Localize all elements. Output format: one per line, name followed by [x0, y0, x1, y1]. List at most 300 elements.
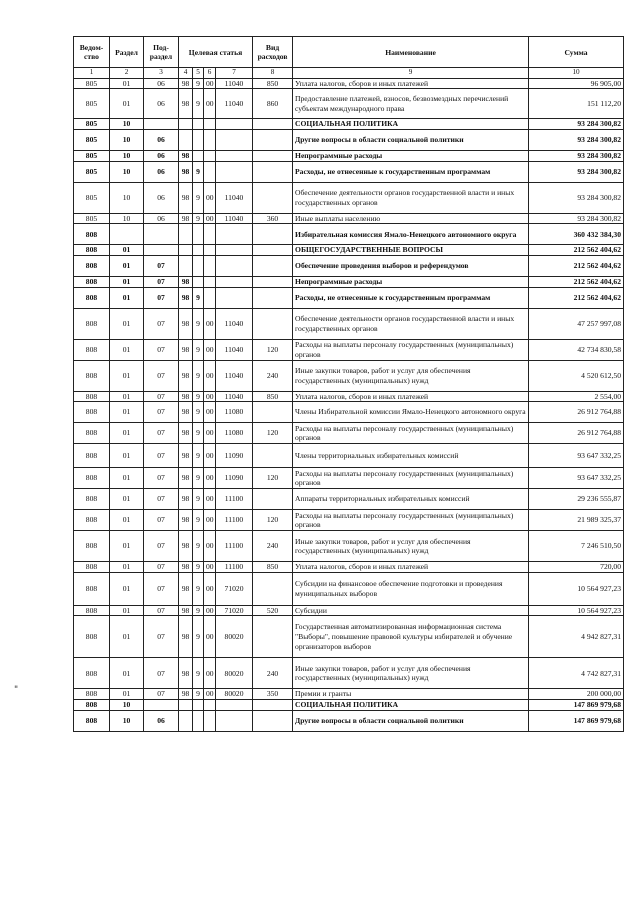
- cell-sum: 212 562 404,62: [529, 276, 624, 287]
- cell-section: 01: [110, 308, 144, 339]
- cell-section: 01: [110, 616, 144, 658]
- cell-target-group: 00: [204, 391, 216, 402]
- cell-target-group: 00: [204, 489, 216, 510]
- cell-subsection: 07: [144, 562, 179, 573]
- cell-section: 10: [110, 119, 144, 130]
- cell-target-code: 11090: [216, 468, 253, 489]
- table-row: [74, 699, 624, 710]
- cell-target-code: 80020: [216, 689, 253, 700]
- cell-expense-type: 240: [253, 531, 293, 562]
- table-row: [74, 616, 624, 658]
- cell-name: Расходы на выплаты персоналу государственных (муниципальных) органов: [293, 423, 529, 444]
- cell-target-group: 00: [204, 308, 216, 339]
- column-number: 8: [253, 68, 293, 79]
- cell-section: 01: [110, 339, 144, 360]
- cell-dept: 808: [74, 605, 110, 616]
- cell-target-group: 00: [204, 89, 216, 119]
- header-exp-type: Вид расходов: [253, 37, 293, 68]
- cell-section: 01: [110, 402, 144, 423]
- table-row: [74, 423, 624, 444]
- cell-section: 01: [110, 689, 144, 700]
- cell-sum: 93 284 300,82: [529, 213, 624, 224]
- cell-name: Непрограммные расходы: [293, 276, 529, 287]
- cell-subsection: 06: [144, 710, 179, 731]
- cell-target-program: 98: [179, 572, 193, 605]
- cell-target-code: 71020: [216, 572, 253, 605]
- cell-name: Иные закупки товаров, работ и услуг для обеспечения государственных (муниципальных) нужд: [293, 658, 529, 689]
- cell-target-group: [204, 245, 216, 256]
- cell-target-group: [204, 161, 216, 182]
- cell-target-program: 98: [179, 89, 193, 119]
- table-row: [74, 308, 624, 339]
- cell-target-subprogram: 9: [193, 339, 204, 360]
- cell-dept: 805: [74, 130, 110, 151]
- cell-sum: 720,00: [529, 562, 624, 573]
- cell-dept: 808: [74, 710, 110, 731]
- cell-target-subprogram: [193, 151, 204, 162]
- cell-target-subprogram: 9: [193, 562, 204, 573]
- cell-expense-type: 120: [253, 510, 293, 531]
- cell-target-subprogram: 9: [193, 489, 204, 510]
- cell-dept: 805: [74, 78, 110, 89]
- cell-target-subprogram: 9: [193, 182, 204, 213]
- cell-target-group: 00: [204, 213, 216, 224]
- header-target: Целевая статья: [179, 37, 253, 68]
- cell-target-code: [216, 287, 253, 308]
- table-row: [74, 276, 624, 287]
- cell-target-group: 00: [204, 423, 216, 444]
- cell-target-program: 98: [179, 444, 193, 468]
- cell-subsection: 07: [144, 489, 179, 510]
- cell-target-group: [204, 255, 216, 276]
- cell-target-program: 98: [179, 287, 193, 308]
- table-row: [74, 605, 624, 616]
- cell-subsection: 07: [144, 402, 179, 423]
- table-row: [74, 710, 624, 731]
- header-section: Раздел: [110, 37, 144, 68]
- table-row: [74, 391, 624, 402]
- cell-sum: 93 284 300,82: [529, 151, 624, 162]
- cell-dept: 808: [74, 699, 110, 710]
- cell-target-code: [216, 119, 253, 130]
- table-row: [74, 151, 624, 162]
- cell-expense-type: [253, 489, 293, 510]
- cell-subsection: 07: [144, 510, 179, 531]
- cell-dept: 808: [74, 255, 110, 276]
- cell-dept: 808: [74, 287, 110, 308]
- cell-expense-type: [253, 119, 293, 130]
- cell-name: Другие вопросы в области социальной политики: [293, 710, 529, 731]
- cell-target-group: 00: [204, 616, 216, 658]
- table-row: [74, 255, 624, 276]
- table-row: [74, 531, 624, 562]
- cell-name: Обеспечение проведения выборов и референдумов: [293, 255, 529, 276]
- cell-dept: 805: [74, 89, 110, 119]
- cell-section: 10: [110, 151, 144, 162]
- table-body: [74, 78, 624, 731]
- cell-target-subprogram: 9: [193, 402, 204, 423]
- cell-subsection: 07: [144, 339, 179, 360]
- cell-sum: 4 742 827,31: [529, 658, 624, 689]
- cell-sum: 21 989 325,37: [529, 510, 624, 531]
- cell-target-code: [216, 130, 253, 151]
- cell-expense-type: 860: [253, 89, 293, 119]
- table-row: [74, 468, 624, 489]
- cell-sum: 47 257 997,08: [529, 308, 624, 339]
- cell-expense-type: [253, 161, 293, 182]
- cell-target-program: 98: [179, 360, 193, 391]
- cell-section: 01: [110, 255, 144, 276]
- cell-dept: 808: [74, 510, 110, 531]
- cell-subsection: 06: [144, 161, 179, 182]
- cell-dept: 808: [74, 391, 110, 402]
- cell-target-group: [204, 130, 216, 151]
- cell-subsection: 06: [144, 78, 179, 89]
- cell-target-code: 11040: [216, 391, 253, 402]
- cell-name: Государственная автоматизированная информационная система "Выборы", повышение правовой культуры избирателей и обучение организаторов выборов: [293, 616, 529, 658]
- cell-name: Предоставление платежей, взносов, безвозмездных перечислений субъектам международного права: [293, 89, 529, 119]
- cell-subsection: [144, 699, 179, 710]
- cell-target-group: [204, 151, 216, 162]
- cell-target-subprogram: 9: [193, 308, 204, 339]
- table-row: [74, 78, 624, 89]
- cell-target-code: 80020: [216, 658, 253, 689]
- column-number: 1: [74, 68, 110, 79]
- cell-target-code: 11090: [216, 444, 253, 468]
- cell-target-code: [216, 276, 253, 287]
- cell-target-subprogram: [193, 255, 204, 276]
- cell-subsection: 06: [144, 89, 179, 119]
- table-row: [74, 245, 624, 256]
- cell-dept: 808: [74, 423, 110, 444]
- cell-subsection: 07: [144, 255, 179, 276]
- cell-target-code: 11040: [216, 182, 253, 213]
- cell-target-group: 00: [204, 531, 216, 562]
- cell-sum: 93 284 300,82: [529, 161, 624, 182]
- cell-target-subprogram: 9: [193, 89, 204, 119]
- cell-dept: 808: [74, 276, 110, 287]
- cell-target-program: [179, 699, 193, 710]
- cell-section: 10: [110, 710, 144, 731]
- cell-sum: 151 112,20: [529, 89, 624, 119]
- cell-target-group: [204, 276, 216, 287]
- cell-target-group: 00: [204, 339, 216, 360]
- cell-section: 01: [110, 276, 144, 287]
- cell-sum: 26 912 764,88: [529, 423, 624, 444]
- table-row: [74, 689, 624, 700]
- cell-name: Субсидии: [293, 605, 529, 616]
- cell-expense-type: [253, 710, 293, 731]
- cell-sum: 147 869 979,68: [529, 710, 624, 731]
- cell-target-subprogram: [193, 245, 204, 256]
- cell-subsection: 07: [144, 658, 179, 689]
- table-row: [74, 119, 624, 130]
- cell-target-subprogram: 9: [193, 689, 204, 700]
- margin-mark: ": [14, 685, 19, 695]
- cell-expense-type: [253, 616, 293, 658]
- cell-expense-type: 240: [253, 360, 293, 391]
- cell-target-code: [216, 245, 253, 256]
- cell-target-subprogram: 9: [193, 605, 204, 616]
- cell-expense-type: [253, 255, 293, 276]
- cell-target-group: 00: [204, 360, 216, 391]
- cell-expense-type: 520: [253, 605, 293, 616]
- column-number: 6: [204, 68, 216, 79]
- cell-target-code: 11040: [216, 89, 253, 119]
- cell-subsection: 07: [144, 531, 179, 562]
- cell-dept: 808: [74, 339, 110, 360]
- cell-target-program: 98: [179, 182, 193, 213]
- cell-target-code: 11080: [216, 423, 253, 444]
- cell-target-subprogram: 9: [193, 658, 204, 689]
- cell-name: СОЦИАЛЬНАЯ ПОЛИТИКА: [293, 119, 529, 130]
- cell-sum: 4 520 612,50: [529, 360, 624, 391]
- cell-subsection: 06: [144, 151, 179, 162]
- cell-section: 01: [110, 391, 144, 402]
- cell-dept: 808: [74, 689, 110, 700]
- cell-target-subprogram: 9: [193, 510, 204, 531]
- cell-target-code: 11080: [216, 402, 253, 423]
- cell-dept: 805: [74, 161, 110, 182]
- cell-target-subprogram: 9: [193, 572, 204, 605]
- cell-section: 01: [110, 423, 144, 444]
- cell-dept: 808: [74, 616, 110, 658]
- cell-target-group: 00: [204, 689, 216, 700]
- cell-dept: 805: [74, 151, 110, 162]
- cell-target-code: 11100: [216, 531, 253, 562]
- table-row: [74, 572, 624, 605]
- cell-target-subprogram: 9: [193, 287, 204, 308]
- cell-section: 01: [110, 658, 144, 689]
- cell-subsection: 07: [144, 605, 179, 616]
- cell-target-subprogram: [193, 710, 204, 731]
- cell-target-code: 11040: [216, 339, 253, 360]
- cell-sum: 212 562 404,62: [529, 255, 624, 276]
- cell-section: 01: [110, 531, 144, 562]
- cell-target-subprogram: 9: [193, 161, 204, 182]
- cell-sum: 93 284 300,82: [529, 130, 624, 151]
- cell-sum: 360 432 384,30: [529, 224, 624, 245]
- cell-target-program: 98: [179, 489, 193, 510]
- cell-target-subprogram: 9: [193, 616, 204, 658]
- cell-section: 01: [110, 444, 144, 468]
- cell-target-program: 98: [179, 151, 193, 162]
- cell-target-subprogram: 9: [193, 213, 204, 224]
- cell-subsection: 07: [144, 276, 179, 287]
- cell-sum: 29 236 555,87: [529, 489, 624, 510]
- cell-name: ОБЩЕГОСУДАРСТВЕННЫЕ ВОПРОСЫ: [293, 245, 529, 256]
- column-number: 9: [293, 68, 529, 79]
- cell-target-program: 98: [179, 391, 193, 402]
- cell-section: 01: [110, 605, 144, 616]
- cell-target-program: [179, 710, 193, 731]
- cell-target-subprogram: [193, 699, 204, 710]
- cell-name: Субсидии на финансовое обеспечение подготовки и проведения муниципальных выборов: [293, 572, 529, 605]
- cell-name: Иные закупки товаров, работ и услуг для обеспечения государственных (муниципальных) нужд: [293, 531, 529, 562]
- column-number: 7: [216, 68, 253, 79]
- cell-target-code: 11040: [216, 360, 253, 391]
- cell-target-group: [204, 287, 216, 308]
- cell-target-group: 00: [204, 658, 216, 689]
- cell-target-subprogram: [193, 130, 204, 151]
- cell-target-group: 00: [204, 402, 216, 423]
- cell-name: Обеспечение деятельности органов государственной власти и иных государственных органов: [293, 308, 529, 339]
- table-row: [74, 562, 624, 573]
- cell-sum: 96 905,00: [529, 78, 624, 89]
- cell-dept: 805: [74, 213, 110, 224]
- cell-name: Аппараты территориальных избирательных комиссий: [293, 489, 529, 510]
- header-name: Наименование: [293, 37, 529, 68]
- cell-target-code: [216, 255, 253, 276]
- cell-expense-type: [253, 287, 293, 308]
- cell-section: 01: [110, 78, 144, 89]
- cell-expense-type: 120: [253, 423, 293, 444]
- column-number: 5: [193, 68, 204, 79]
- cell-sum: 10 564 927,23: [529, 605, 624, 616]
- column-number: 10: [529, 68, 624, 79]
- table-row: [74, 339, 624, 360]
- cell-target-program: 98: [179, 616, 193, 658]
- cell-section: 01: [110, 562, 144, 573]
- cell-sum: 212 562 404,62: [529, 245, 624, 256]
- cell-expense-type: 120: [253, 468, 293, 489]
- cell-name: Другие вопросы в области социальной политики: [293, 130, 529, 151]
- cell-target-group: 00: [204, 572, 216, 605]
- column-number: 3: [144, 68, 179, 79]
- cell-target-group: 00: [204, 468, 216, 489]
- cell-name: Расходы, не отнесенные к государственным программам: [293, 287, 529, 308]
- cell-dept: 808: [74, 562, 110, 573]
- cell-sum: 4 942 827,31: [529, 616, 624, 658]
- cell-sum: 26 912 764,88: [529, 402, 624, 423]
- cell-subsection: 07: [144, 391, 179, 402]
- cell-target-code: 11100: [216, 562, 253, 573]
- cell-dept: 808: [74, 402, 110, 423]
- cell-expense-type: [253, 245, 293, 256]
- cell-target-code: 71020: [216, 605, 253, 616]
- cell-expense-type: 120: [253, 339, 293, 360]
- cell-target-code: 11100: [216, 489, 253, 510]
- cell-target-program: 98: [179, 308, 193, 339]
- cell-name: Члены территориальных избирательных комиссий: [293, 444, 529, 468]
- cell-target-program: 98: [179, 658, 193, 689]
- cell-section: 10: [110, 213, 144, 224]
- cell-target-group: 00: [204, 444, 216, 468]
- cell-target-subprogram: [193, 119, 204, 130]
- cell-subsection: 07: [144, 308, 179, 339]
- cell-target-code: 11040: [216, 213, 253, 224]
- cell-subsection: [144, 245, 179, 256]
- cell-name: Избирательная комиссия Ямало-Ненецкого автономного округа: [293, 224, 529, 245]
- cell-target-group: [204, 119, 216, 130]
- cell-target-code: [216, 710, 253, 731]
- cell-target-code: [216, 151, 253, 162]
- cell-expense-type: [253, 276, 293, 287]
- cell-target-program: 98: [179, 213, 193, 224]
- cell-section: 01: [110, 572, 144, 605]
- cell-name: Уплата налогов, сборов и иных платежей: [293, 562, 529, 573]
- table-row: [74, 130, 624, 151]
- cell-sum: 200 000,00: [529, 689, 624, 700]
- table-row: [74, 402, 624, 423]
- cell-sum: 2 554,00: [529, 391, 624, 402]
- cell-name: Расходы, не отнесенные к государственным программам: [293, 161, 529, 182]
- cell-dept: 808: [74, 531, 110, 562]
- table-row: [74, 213, 624, 224]
- cell-dept: 808: [74, 444, 110, 468]
- table-row: [74, 182, 624, 213]
- cell-dept: 808: [74, 572, 110, 605]
- cell-target-group: 00: [204, 78, 216, 89]
- cell-section: 01: [110, 510, 144, 531]
- cell-sum: 93 647 332,25: [529, 468, 624, 489]
- cell-dept: 805: [74, 182, 110, 213]
- cell-expense-type: [253, 224, 293, 245]
- cell-section: 10: [110, 130, 144, 151]
- cell-subsection: 07: [144, 287, 179, 308]
- cell-target-subprogram: [193, 276, 204, 287]
- cell-target-code: [216, 161, 253, 182]
- header-sum: Сумма: [529, 37, 624, 68]
- cell-sum: 7 246 510,50: [529, 531, 624, 562]
- cell-target-subprogram: 9: [193, 360, 204, 391]
- header-subsection: Под-раздел: [144, 37, 179, 68]
- cell-target-group: 00: [204, 510, 216, 531]
- cell-dept: 808: [74, 224, 110, 245]
- cell-section: 10: [110, 161, 144, 182]
- cell-target-subprogram: 9: [193, 391, 204, 402]
- cell-target-code: 11040: [216, 78, 253, 89]
- table-row: [74, 658, 624, 689]
- cell-target-group: 00: [204, 605, 216, 616]
- cell-target-subprogram: [193, 224, 204, 245]
- cell-name: Иные закупки товаров, работ и услуг для обеспечения государственных (муниципальных) нужд: [293, 360, 529, 391]
- cell-target-program: [179, 130, 193, 151]
- cell-dept: 808: [74, 658, 110, 689]
- cell-target-code: 80020: [216, 616, 253, 658]
- cell-name: Расходы на выплаты персоналу государственных (муниципальных) органов: [293, 468, 529, 489]
- cell-subsection: 07: [144, 423, 179, 444]
- cell-section: 01: [110, 489, 144, 510]
- cell-subsection: 07: [144, 468, 179, 489]
- table-row: [74, 510, 624, 531]
- cell-expense-type: 360: [253, 213, 293, 224]
- cell-expense-type: [253, 402, 293, 423]
- cell-target-subprogram: 9: [193, 423, 204, 444]
- cell-section: 01: [110, 89, 144, 119]
- cell-dept: 805: [74, 119, 110, 130]
- cell-subsection: 06: [144, 130, 179, 151]
- cell-target-program: 98: [179, 468, 193, 489]
- cell-target-program: 98: [179, 402, 193, 423]
- cell-section: 01: [110, 468, 144, 489]
- cell-target-program: 98: [179, 78, 193, 89]
- cell-sum: 93 647 332,25: [529, 444, 624, 468]
- cell-dept: 808: [74, 489, 110, 510]
- cell-target-code: 11100: [216, 510, 253, 531]
- cell-sum: 10 564 927,23: [529, 572, 624, 605]
- cell-sum: 147 869 979,68: [529, 699, 624, 710]
- cell-expense-type: 850: [253, 391, 293, 402]
- cell-target-program: 98: [179, 276, 193, 287]
- table-row: [74, 89, 624, 119]
- cell-dept: 808: [74, 468, 110, 489]
- cell-target-subprogram: 9: [193, 468, 204, 489]
- cell-target-group: [204, 224, 216, 245]
- cell-expense-type: [253, 572, 293, 605]
- table-header-row: [74, 37, 624, 68]
- cell-target-program: 98: [179, 161, 193, 182]
